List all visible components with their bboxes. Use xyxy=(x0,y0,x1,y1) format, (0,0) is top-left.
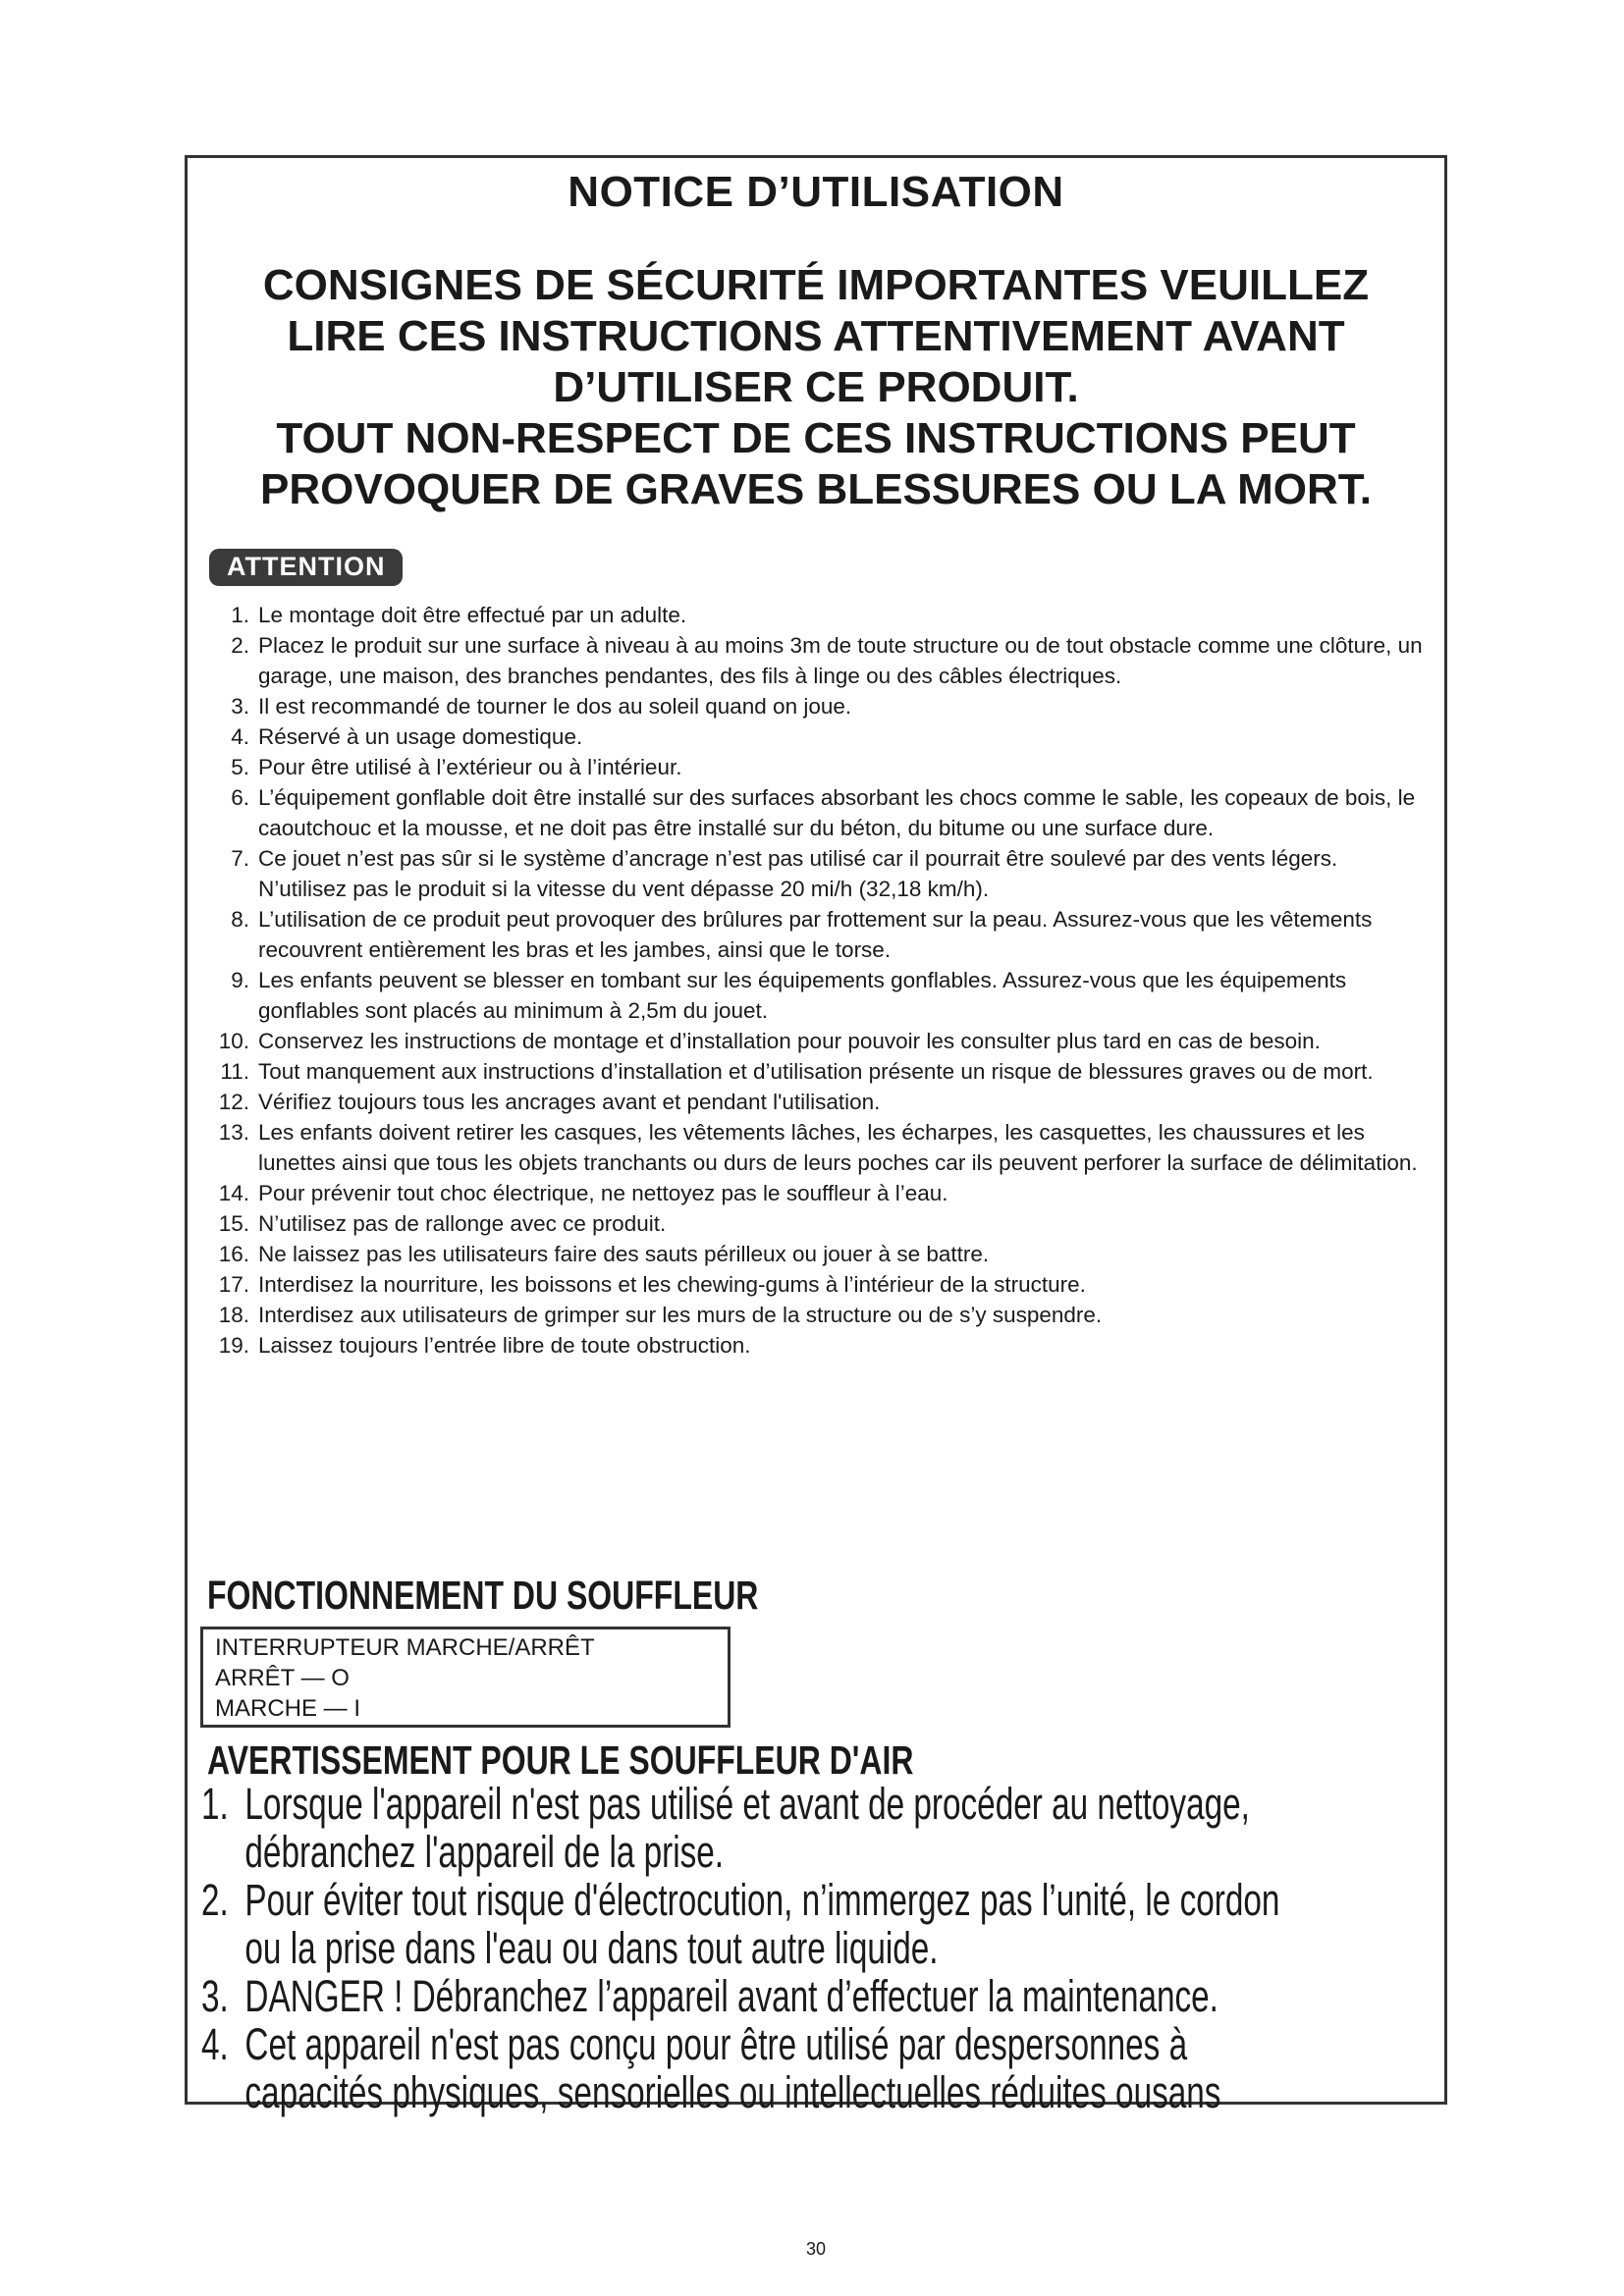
list-item xyxy=(203,1269,1431,1300)
item-text: Interdisez la nourriture, les boissons et les chewing-gums à l’intérieur de la structure. xyxy=(258,1272,1086,1297)
item-number: 7. xyxy=(231,846,249,871)
item-text: Réservé à un usage domestique. xyxy=(258,724,583,749)
item-number: 3. xyxy=(231,694,249,719)
list-item xyxy=(203,600,1431,630)
list-item xyxy=(203,965,1431,1026)
safety-heading-line: LIRE CES INSTRUCTIONS ATTENTIVEMENT AVANT xyxy=(287,312,1345,360)
safety-heading-line: D’UTILISER CE PRODUIT. xyxy=(553,363,1079,411)
item-number: 5. xyxy=(231,755,249,779)
item-number: 19. xyxy=(218,1333,249,1358)
item-text: L’équipement gonflable doit être installé sur des surfaces absorbant les chocs comme le sable, les copeaux de bois, le caoutchouc et la mousse, et ne doit pas être installé sur du béton, du bitume ou une surface dure. xyxy=(258,785,1416,840)
safety-heading xyxy=(197,260,1435,515)
warning-list xyxy=(201,1780,1436,2116)
item-number: 1. xyxy=(201,1779,229,1829)
warning-item xyxy=(201,1780,1436,1876)
list-item xyxy=(203,691,1431,721)
page-title: NOTICE D’UTILISATION xyxy=(568,168,1064,216)
notice-frame xyxy=(185,155,1447,2259)
warning-item xyxy=(201,1876,1436,1972)
warning-line: DANGER ! Débranchez l’appareil avant d’effectuer la maintenance. xyxy=(244,1971,1218,2021)
list-item xyxy=(203,1178,1431,1208)
list-item xyxy=(203,630,1431,691)
item-number: 2. xyxy=(201,1875,229,1925)
warning-line: Pour éviter tout risque d'électrocution, n’immergez pas l’unité, le cordon xyxy=(244,1875,1280,1925)
list-item xyxy=(203,843,1431,904)
list-item xyxy=(203,1208,1431,1239)
item-number: 9. xyxy=(231,968,249,992)
item-text: Les enfants doivent retirer les casques, les vêtements lâches, les écharpes, les casquettes, les chaussures et les lunettes ainsi que tous les objets tranchants ou durs de leurs poches car ils peuvent perforer la surface de délimitation. xyxy=(258,1120,1418,1175)
item-number: 10. xyxy=(218,1029,249,1053)
list-item xyxy=(203,1239,1431,1269)
list-item xyxy=(203,1300,1431,1330)
item-text: Pour être utilisé à l’extérieur ou à l’intérieur. xyxy=(258,755,682,779)
warning-line: débranchez l'appareil de la prise. xyxy=(244,1827,725,1877)
item-number: 2. xyxy=(231,633,249,658)
list-item xyxy=(203,904,1431,965)
item-number: 14. xyxy=(218,1181,249,1205)
item-number: 8. xyxy=(231,907,249,932)
item-text: Ne laissez pas les utilisateurs faire des sauts périlleux ou jouer à se battre. xyxy=(258,1242,990,1266)
item-number: 15. xyxy=(218,1211,249,1236)
switch-off-label: ARRÊT — O xyxy=(215,1665,350,1691)
item-text: Interdisez aux utilisateurs de grimper sur les murs de la structure ou de s’y suspendre. xyxy=(258,1303,1103,1327)
warning-text xyxy=(244,1876,1436,1972)
item-text: Les enfants peuvent se blesser en tombant sur les équipements gonflables. Assurez-vous que les équipements gonflables sont placés au minimum à 2,5m du jouet. xyxy=(258,968,1347,1023)
item-number: 17. xyxy=(218,1272,249,1297)
safety-heading-line: TOUT NON-RESPECT DE CES INSTRUCTIONS PEUT xyxy=(276,414,1356,462)
warning-line: capacités physiques, sensorielles ou intellectuelles réduites ousans xyxy=(244,2067,1221,2117)
air-blower-warning-heading: AVERTISSEMENT POUR LE SOUFFLEUR D'AIR xyxy=(207,1737,914,1783)
list-item xyxy=(203,721,1431,752)
switch-on-label: MARCHE — I xyxy=(215,1695,361,1722)
item-number: 4. xyxy=(201,2019,229,2069)
item-number: 11. xyxy=(220,1059,249,1084)
warning-line: ou la prise dans l'eau ou dans tout autre liquide. xyxy=(244,1923,939,1973)
page-number: 30 xyxy=(805,2239,827,2259)
warning-item xyxy=(201,1972,1436,2020)
item-number: 6. xyxy=(231,785,249,810)
safety-heading-line: PROVOQUER DE GRAVES BLESSURES OU LA MORT. xyxy=(260,465,1372,513)
item-number: 13. xyxy=(218,1120,249,1145)
item-number: 16. xyxy=(218,1242,249,1266)
switch-title: INTERRUPTEUR MARCHE/ARRÊT xyxy=(215,1634,595,1661)
warning-text xyxy=(244,1972,1436,2020)
item-number: 12. xyxy=(218,1090,249,1114)
safety-heading-line: CONSIGNES DE SÉCURITÉ IMPORTANTES VEUILLEZ xyxy=(262,261,1370,309)
item-text: Laissez toujours l’entrée libre de toute obstruction. xyxy=(258,1333,751,1358)
item-text: Conservez les instructions de montage et d’installation pour pouvoir les consulter plus tard en cas de besoin. xyxy=(258,1029,1321,1053)
warning-line: Cet appareil n'est pas conçu pour être utilisé par despersonnes à xyxy=(244,2019,1188,2069)
warning-item xyxy=(201,2020,1436,2116)
item-text: Placez le produit sur une surface à niveau à au moins 3m de toute structure ou de tout obstacle comme une clôture, un garage, une maison, des branches pendantes, des fils à linge ou des câbles électriques. xyxy=(258,633,1423,688)
item-number: 1. xyxy=(231,603,249,627)
item-text: Le montage doit être effectué par un adulte. xyxy=(258,603,687,627)
item-text: Ce jouet n’est pas sûr si le système d’ancrage n’est pas utilisé car il pourrait être soulevé par des vents légers. N’utilisez pas le produit si la vitesse du vent dépasse 20 mi/h (32,18 km/h). xyxy=(258,846,1338,901)
list-item xyxy=(203,1026,1431,1056)
item-text: L’utilisation de ce produit peut provoquer des brûlures par frottement sur la peau. Assurez-vous que les vêtements recouvrent entièrement les bras et les jambes, ainsi que le torse. xyxy=(258,907,1373,962)
warning-text xyxy=(244,1780,1436,1876)
warning-text xyxy=(244,2020,1436,2116)
list-item xyxy=(203,1330,1431,1361)
item-text: N’utilisez pas de rallonge avec ce produit. xyxy=(258,1211,667,1236)
item-text: Il est recommandé de tourner le dos au soleil quand on joue. xyxy=(258,694,852,719)
list-item xyxy=(203,1117,1431,1178)
list-item xyxy=(203,1087,1431,1117)
list-item xyxy=(203,782,1431,843)
item-number: 18. xyxy=(218,1303,249,1327)
switch-info-box xyxy=(200,1627,731,1728)
list-item xyxy=(203,752,1431,782)
item-text: Tout manquement aux instructions d’installation et d’utilisation présente un risque de blessures graves ou de mort. xyxy=(258,1059,1374,1084)
attention-list xyxy=(203,600,1431,1361)
attention-badge: ATTENTION xyxy=(209,549,403,586)
item-text: Pour prévenir tout choc électrique, ne nettoyez pas le souffleur à l’eau. xyxy=(258,1181,948,1205)
warning-line: Lorsque l'appareil n'est pas utilisé et avant de procéder au nettoyage, xyxy=(244,1779,1250,1829)
list-item xyxy=(203,1056,1431,1087)
item-number: 4. xyxy=(231,724,249,749)
item-number: 3. xyxy=(201,1971,229,2021)
blower-operation-heading: FONCTIONNEMENT DU SOUFFLEUR xyxy=(207,1573,759,1618)
item-text: Vérifiez toujours tous les ancrages avant et pendant l'utilisation. xyxy=(258,1090,881,1114)
